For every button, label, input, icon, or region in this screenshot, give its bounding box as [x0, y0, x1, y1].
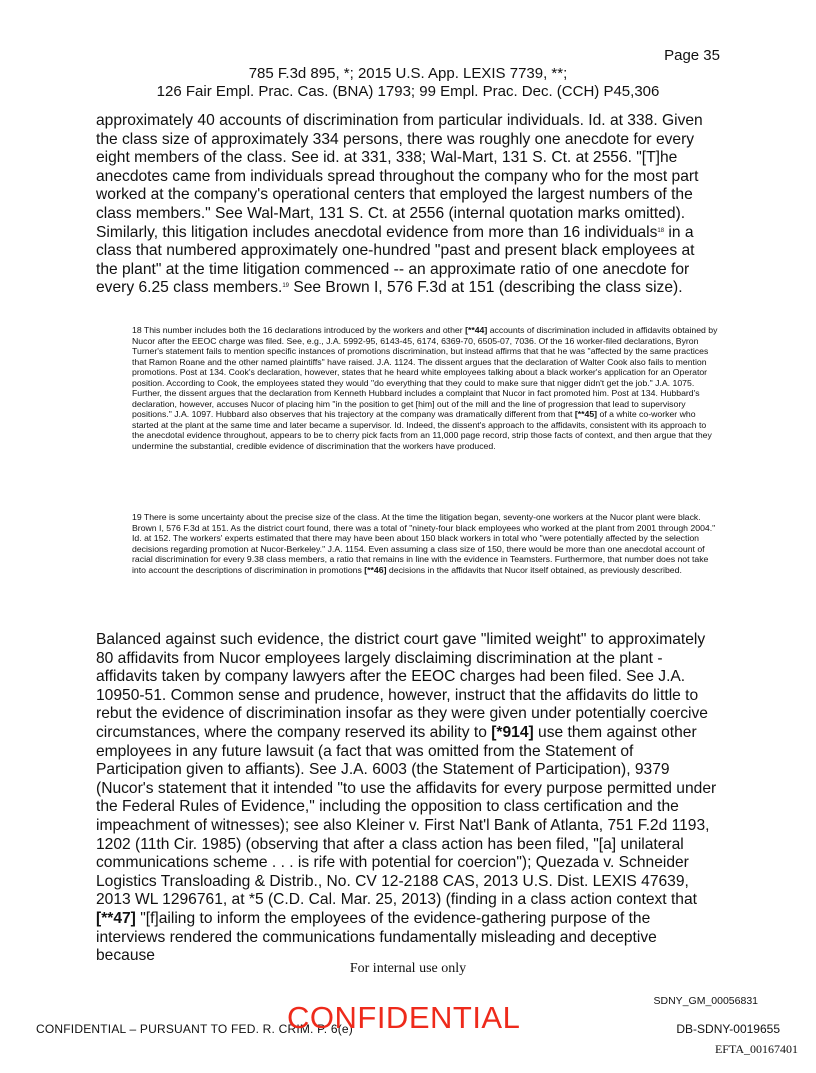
- footnote-ref-18[interactable]: 18: [657, 227, 665, 234]
- efta-number: EFTA_00167401: [714, 1042, 798, 1056]
- para2-text-2: use them against other employees in any future lawsuit (a fact that was omitted from the Statement of Participation given to affiants). See J.A. 6003 (the Statement of Participation), 9379 (Nucor's statement that it intended "to use the affidavits for every purpose permitted under the Federal Rules of Evidence," including the opposition to class certification and the impeachment of witnesses); see also Kleiner v. First Nat'l Bank of Atlanta, 751 F.2d 1193, 1202 (11th Cir. 1985) (observing that after a class action has been filed, "[a] unilateral communications scheme . . . is rife with potential for coercion"); Quezada v. Schneider Logistics Transloading & Distrib., No. CV 12-2188 CAS, 2013 U.S. Dist. LEXIS 47639, 2013 WL 1296761, at *5 (C.D. Cal. Mar. 25, 2013) (finding in a class action context that: [96, 723, 717, 909]
- fn18-text-1: 18 This number includes both the 16 declarations introduced by the workers and other: [132, 325, 466, 335]
- footnote-ref-19[interactable]: 19: [282, 283, 290, 290]
- fn19-text-2: decisions in the affidavits that Nucor itself obtained, as previously described.: [386, 564, 682, 575]
- confidential-legend: CONFIDENTIAL – PURSUANT TO FED. R. CRIM. P. 6(e): [36, 1022, 353, 1036]
- para1-text-1: approximately 40 accounts of discrimination from particular individuals. Id. at 338. Given the class size of approximately 334 persons, there was roughly one anecdote for every eight members of the class. See id. at 331, 338; Wal-Mart, 131 S. Ct. at 2556. "[T]he anecdotes came from individuals spread throughout the company who for the most part worked at the company's operational centers that employed the largest numbers of the class members." See Wal-Mart, 131 S. Ct. at 2556 (internal quotation marks omitted). Similarly, this litigation includes anecdotal evidence from more than 16 individuals: [96, 112, 703, 241]
- star-page-914: [*914]: [491, 723, 534, 741]
- star-page-45: [**45]: [574, 409, 598, 419]
- sdny-bates-stamp: SDNY_GM_00056831: [653, 995, 758, 1007]
- star-page-47: [**47]: [96, 909, 136, 927]
- internal-use-notice: For internal use only: [349, 961, 467, 976]
- para1-text-3: See Brown I, 576 F.3d at 151 (describing the class size).: [289, 279, 683, 297]
- para2-text-3: "[f]ailing to inform the employees of the evidence-gathering purpose of the interviews rendered the communications fundamentally misleading and deceptive because: [96, 909, 657, 965]
- body-paragraph-1: [96, 112, 720, 298]
- citation-line-2: 126 Fair Empl. Prac. Cas. (BNA) 1793; 99 Empl. Prac. Dec. (CCH) P45,306: [156, 83, 660, 100]
- citation-line-1: 785 F.3d 895, *; 2015 U.S. App. LEXIS 7739, **;: [248, 65, 568, 82]
- page-number: Page 35: [664, 47, 720, 64]
- para2-text-1: Balanced against such evidence, the district court gave "limited weight" to approximately 80 affidavits from Nucor employees largely disclaiming discrimination at the plant - affidavits taken by company lawyers after the EEOC charges had been filed. See J.A. 10950-51. Common sense and prudence, however, instruct that the affidavits do little to rebut the evidence of discrimination insofar as they were given under potentially coercive circumstances, where the company reserved its ability to: [96, 631, 708, 741]
- fn19-text-1: 19 There is some uncertainty about the precise size of the class. At the time the litigation began, seventy-one workers at the Nucor plant were black. Brown I, 576 F.3d at 151. As the district court found, there was a total of "ninety-four black employees who worked at the plant from 2001 through 2004." Id. at 152. The workers' experts estimated that there may have been about 150 black workers in total who "were potentially affected by the selection decisions regarding promotion at Nucor-Berkeley." J.A. 1154. Even assuming a class size of 150, there would be more than one anecdotal account of racial discrimination for every 9.38 class members, a ratio that remains in line with the evidence in Teamsters. Furthermore, that number does not take into account the descriptions of discrimination in promotions: [132, 512, 716, 575]
- db-sdny-bates-number: DB-SDNY-0019655: [676, 1022, 780, 1036]
- fn18-text-2: accounts of discrimination included in affidavits obtained by Nucor after the EEOC charge was filed. See, e.g., J.A. 5992-95, 6143-45, 6174, 6369-70, 6505-07, 7036. Of the 16 worker-filed declarations, Byron Turner's statement fails to mention specific instances of promotions discrimination, but instead affirms that that he was "affected by the same practices that Ramon Roane and the other named plaintiffs" have raised. J.A. 1124. The dissent argues that the declaration of Walter Cook also fails to mention promotions. Post at 134. Cook's declaration, however, states that he heard white employees talking about a black worker's application for an Operator position. According to Cook, the employees stated they would "do everything that they could to make sure that nigger didn't get the job." J.A. 1075. Further, the dissent argues that the declaration from Kenneth Hubbard includes a complaint that Nucor in fact promoted him. Post at 134. Hubbard's declaration, however, accuses Nucor of placing him "in the position to get [him] out of the mill and the line of progression that lead to supervisory positions." J.A. 1097. Hubbard also observes that his trajectory at the company was dramatically different from that: [132, 325, 718, 419]
- body-paragraph-2: [96, 631, 720, 966]
- para1-text-2: in a class that numbered approximately one-hundred "past and present black employees at the plant" at the time litigation commenced -- an approximate ratio of one anecdote for every 6.25 class members.: [96, 223, 695, 297]
- confidential-watermark: CONFIDENTIAL: [287, 1000, 521, 1035]
- footnote-18: [132, 325, 718, 451]
- footnote-19: [132, 512, 718, 575]
- fn18-text-3: of a white co-worker who started at the plant at the same time and later became a supervisor. Id. Indeed, the dissent's approach to the affidavits, consistent with its approach to the anecdotal evidence throughout, appears to be to cherry pick facts from an 11,000 page record, strip those facts of context, and then argue that they undermine the substantial, credible evidence of discrimination that the workers have produced.: [132, 409, 712, 451]
- star-page-46: [**46]: [364, 564, 387, 575]
- star-page-44: [**44]: [465, 325, 488, 335]
